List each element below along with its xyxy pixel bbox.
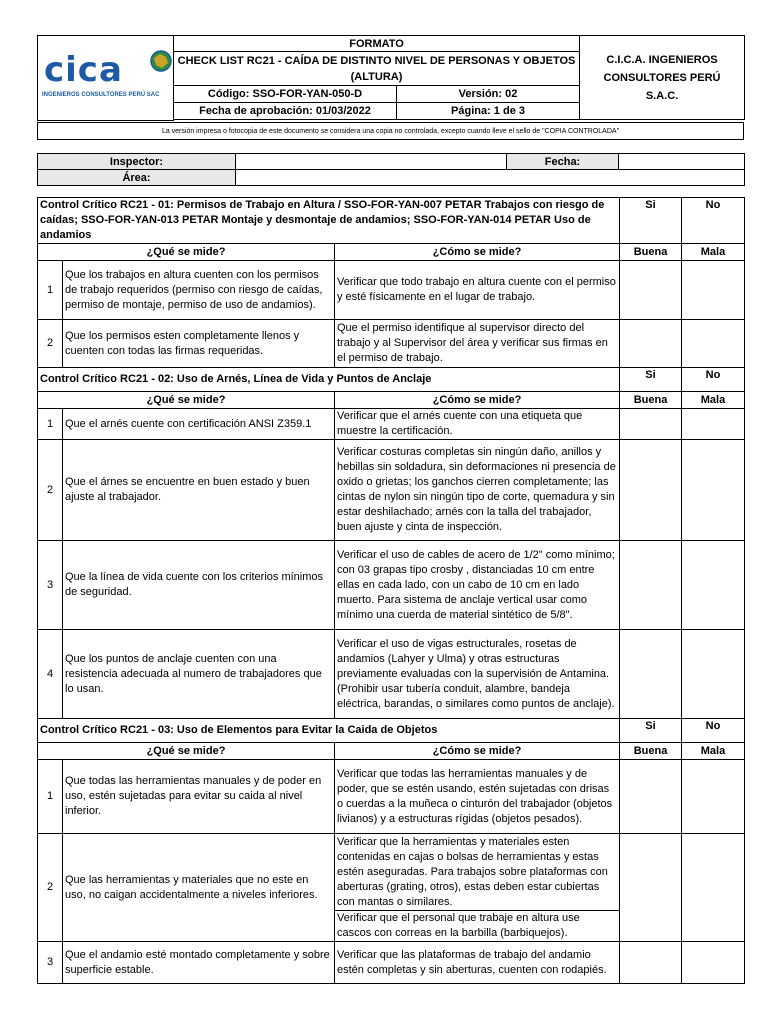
table-row (38, 320, 745, 368)
item-que: Que el andamio esté montado completamente y sobre superficie estable. (63, 942, 335, 984)
no-header: No (682, 198, 745, 244)
section-header (38, 198, 745, 244)
mala-header: Mala (682, 743, 745, 760)
item-como: Verificar que las plataformas de trabajo del andamio estén completas y sin aberturas, cuenten con rodapiés. (335, 942, 620, 984)
item-number: 3 (38, 541, 63, 630)
no-header: No (682, 368, 745, 392)
buena-checkbox-cell[interactable] (620, 409, 682, 440)
no-header: No (682, 719, 745, 743)
buena-checkbox-cell[interactable] (620, 261, 682, 320)
page-number: Página: 1 de 3 (397, 103, 580, 120)
item-que: Que los puntos de anclaje cuenten con una resistencia adecuada al numero de trabajadores que lo usan. (63, 630, 335, 719)
note-table (37, 122, 744, 140)
como-header: ¿Cómo se mide? (335, 743, 620, 760)
item-que: Que los permisos esten completamente llenos y cuenten con todas las firmas requeridas. (63, 320, 335, 368)
mala-checkbox-cell[interactable] (682, 261, 745, 320)
buena-header: Buena (620, 743, 682, 760)
item-que: Que la línea de vida cuente con los criterios mínimos de seguridad. (63, 541, 335, 630)
item-que: Que el árnes se encuentre en buen estado y buen ajuste al trabajador. (63, 440, 335, 541)
table-row (38, 942, 745, 984)
document-title: CHECK LIST RC21 - CAÍDA DE DISTINTO NIVEL DE PERSONAS Y OBJETOS (ALTURA) (174, 52, 580, 86)
controlled-copy-note: La versión impresa o fotocopia de este documento se considera una copia no controlada, excepto cuando lleve el sello de "COPIA CONTROLADA" (38, 123, 744, 140)
header-table (37, 35, 745, 121)
area-field[interactable] (236, 170, 745, 186)
buena-checkbox-cell[interactable] (620, 760, 682, 834)
item-que: Que todas las herramientas manuales y de poder en uso, estén sujetadas para evitar su caida al nivel inferior. (63, 760, 335, 834)
item-number: 1 (38, 760, 63, 834)
que-header: ¿Qué se mide? (38, 743, 335, 760)
mala-checkbox-cell[interactable] (682, 541, 745, 630)
item-como: Verificar que la herramientas y materiales esten contenidas en cajas o bolsas de herramientas y estas estén aseguradas. Para trabajos sobre plataformas con aberturas (grating, otros), estas deben estar cubiertas con mantas o similares. (335, 834, 620, 911)
item-como: Que el permiso identifique al supervisor directo del trabajo y al Supervisor del área y verificar sus firmas en el permiso de trabajo. (335, 320, 620, 368)
table-row (38, 760, 745, 834)
item-como: Verificar costuras completas sin ningún daño, anillos y hebillas sin soldadura, sin deformaciones ni presencia de oxido o grietas; los ganchos cierren completamente; las cintas de nylon sin ningún tipo de corte, quemadura y sin estar deshilachado; arnés con la talla del trabajador, buen ajuste y cinta de inspección. (335, 440, 620, 541)
column-header-row (38, 743, 745, 760)
item-como: Verificar que el personal que trabaje en altura use cascos con correas en la barbilla (barbiquejos). (335, 911, 620, 942)
section-header (38, 719, 745, 743)
buena-checkbox-cell[interactable] (620, 440, 682, 541)
item-que: Que los trabajos en altura cuenten con los permisos de trabajo requeridos (permiso con riesgo de caídas, permiso de montaje, permiso de uso de andamios). (63, 261, 335, 320)
como-header: ¿Cómo se mide? (335, 392, 620, 409)
item-number: 3 (38, 942, 63, 984)
mala-header: Mala (682, 244, 745, 261)
item-como: Verificar que el arnés cuente con una etiqueta que muestre la certificación. (335, 409, 620, 440)
item-como: Verificar el uso de vigas estructurales, rosetas de andamios (Lahyer y Ulma) y otras estructuras previamente evaluadas con la supervisión de Antamina. (Prohibir usar tubería conduit, alambre, bandeja eléctrica, barandas, o similares como puntos de anclaje). (335, 630, 620, 719)
logo-cell (38, 36, 174, 121)
si-header: Si (620, 719, 682, 743)
item-que: Que las herramientas y materiales que no este en uso, no caigan accidentalmente a niveles inferiores. (63, 834, 335, 942)
que-header: ¿Qué se mide? (38, 392, 335, 409)
mala-checkbox-cell[interactable] (682, 834, 745, 942)
item-number: 2 (38, 440, 63, 541)
fecha-label: Fecha: (507, 154, 619, 170)
fecha-field[interactable] (619, 154, 745, 170)
table-row (38, 261, 745, 320)
buena-header: Buena (620, 244, 682, 261)
si-header: Si (620, 198, 682, 244)
company-logo (38, 38, 173, 118)
logo-text: cica (44, 49, 123, 90)
column-header-row (38, 392, 745, 409)
item-number: 1 (38, 261, 63, 320)
item-number: 1 (38, 409, 63, 440)
buena-checkbox-cell[interactable] (620, 942, 682, 984)
item-number: 2 (38, 320, 63, 368)
buena-checkbox-cell[interactable] (620, 320, 682, 368)
mala-checkbox-cell[interactable] (682, 320, 745, 368)
table-row (38, 440, 745, 541)
si-header: Si (620, 368, 682, 392)
item-que: Que el arnés cuente con certificación ANSI Z359.1 (63, 409, 335, 440)
document-version: Versión: 02 (397, 86, 580, 103)
company-name: C.I.C.A. INGENIEROS CONSULTORES PERÚ S.A.C. (580, 36, 745, 120)
mala-checkbox-cell[interactable] (682, 440, 745, 541)
table-row (38, 834, 745, 911)
buena-checkbox-cell[interactable] (620, 630, 682, 719)
section-title: Control Crítico RC21 - 03: Uso de Elementos para Evitar la Caida de Objetos (38, 719, 620, 743)
column-header-row (38, 244, 745, 261)
area-label: Área: (38, 170, 236, 186)
section-header (38, 368, 745, 392)
buena-checkbox-cell[interactable] (620, 541, 682, 630)
mala-checkbox-cell[interactable] (682, 942, 745, 984)
logo-subtitle: INGENIEROS CONSULTORES PERÚ SAC (42, 91, 160, 98)
inspector-field[interactable] (236, 154, 507, 170)
item-number: 2 (38, 834, 63, 942)
buena-checkbox-cell[interactable] (620, 834, 682, 942)
mala-checkbox-cell[interactable] (682, 409, 745, 440)
formato-label: FORMATO (174, 36, 580, 52)
mala-checkbox-cell[interactable] (682, 630, 745, 719)
section-title: Control Crítico RC21 - 01: Permisos de Trabajo en Altura / SSO-FOR-YAN-007 PETAR Trabajos con riesgo de caídas; SSO-FOR-YAN-013 PETAR Montaje y desmontaje de andamios; SSO-FOR-YAN-014 PETAR Uso de andamios (38, 198, 620, 244)
table-row (38, 409, 745, 440)
item-number: 4 (38, 630, 63, 719)
section-title: Control Crítico RC21 - 02: Uso de Arnés, Línea de Vida y Puntos de Anclaje (38, 368, 620, 392)
item-como: Verificar que todas las herramientas manuales y de poder, que se estén usando, estén sujetadas con drisas o cuerdas a la muñeca o cinturón del trabajador (objetos livianos) y a estructuras rígidas (objetos pesados). (335, 760, 620, 834)
document-code: Código: SSO-FOR-YAN-050-D (174, 86, 397, 103)
mala-header: Mala (682, 392, 745, 409)
checklist-table (37, 197, 745, 984)
mala-checkbox-cell[interactable] (682, 760, 745, 834)
table-row (38, 630, 745, 719)
approval-date: Fecha de aprobación: 01/03/2022 (174, 103, 397, 120)
info-table (37, 153, 745, 186)
item-como: Verificar el uso de cables de acero de 1/2" como mínimo; con 03 grapas tipo crosby , distanciadas 10 cm entre ellas en cada lado, con un cabo de 10 cm en lado muerto. Para sistema de anclaje vertical usar como mínimo una cuerda de material sintético de 5/8". (335, 541, 620, 630)
item-como: Verificar que todo trabajo en altura cuente con el permiso y esté físicamente en el lugar de trabajo. (335, 261, 620, 320)
como-header: ¿Cómo se mide? (335, 244, 620, 261)
table-row (38, 541, 745, 630)
que-header: ¿Qué se mide? (38, 244, 335, 261)
inspector-label: Inspector: (38, 154, 236, 170)
buena-header: Buena (620, 392, 682, 409)
globe-icon (150, 50, 172, 72)
